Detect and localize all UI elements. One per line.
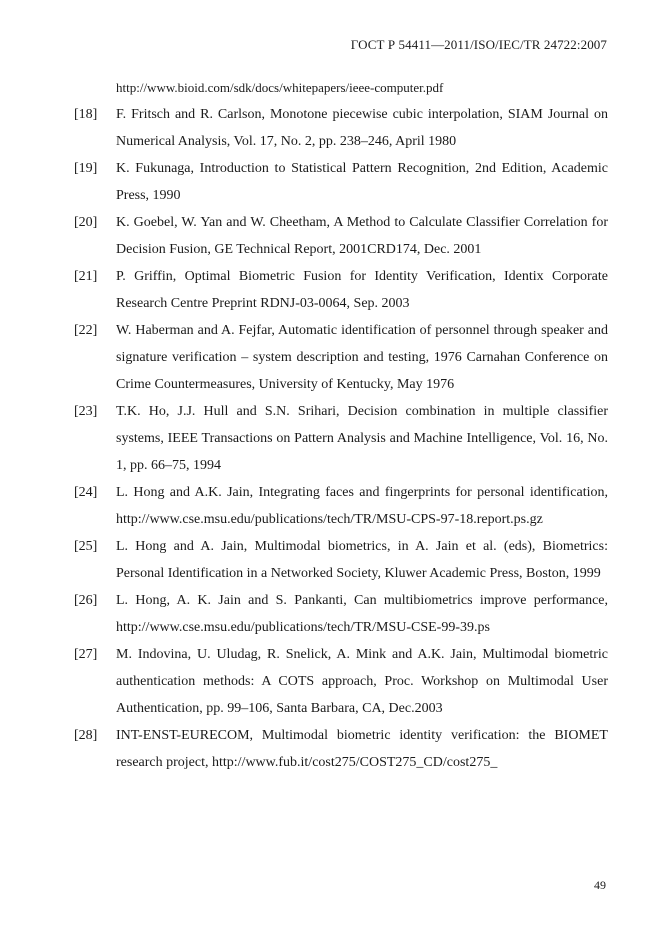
reference-item	[74, 533, 608, 587]
reference-text: L. Hong, A. K. Jain and S. Pankanti, Can multibiometrics improve performance, http://www.cse.msu.edu/publications/tech/TR/MSU-CSE-99-39.ps	[116, 593, 608, 635]
reference-text: L. Hong and A.K. Jain, Integrating faces and fingerprints for personal identification, http://www.cse.msu.edu/publications/tech/TR/MSU-CPS-97-18.report.ps.gz	[116, 485, 608, 527]
reference-continuation: http://www.bioid.com/sdk/docs/whitepapers/ieee-computer.pdf	[116, 80, 444, 95]
reference-number: [20]	[74, 215, 98, 230]
reference-number: [25]	[74, 539, 98, 554]
reference-number: [18]	[74, 107, 98, 122]
reference-item	[74, 587, 608, 641]
reference-text: W. Haberman and A. Fejfar, Automatic identification of personnel through speaker and signature verification – system description and testing, 1976 Carnahan Conference on Crime Countermeasures, University of Kentucky, May 1976	[116, 323, 608, 392]
reference-number: [19]	[74, 161, 98, 176]
page-number: 49	[594, 878, 606, 892]
reference-number: [26]	[74, 593, 98, 608]
reference-text: M. Indovina, U. Uludag, R. Snelick, A. Mink and A.K. Jain, Multimodal biometric authentication methods: A COTS approach, Proc. Workshop on Multimodal User Authentication, pp. 99–106, Santa Barbara, CA, Dec.2003	[116, 647, 608, 716]
reference-number: [22]	[74, 323, 98, 338]
reference-number: [28]	[74, 728, 98, 743]
reference-text: K. Goebel, W. Yan and W. Cheetham, A Method to Calculate Classifier Correlation for Decision Fusion, GE Technical Report, 2001CRD174, Dec. 2001	[116, 215, 608, 257]
reference-list	[74, 74, 608, 776]
reference-number: [24]	[74, 485, 98, 500]
reference-text: F. Fritsch and R. Carlson, Monotone piecewise cubic interpolation, SIAM Journal on Numerical Analysis, Vol. 17, No. 2, pp. 238–246, April 1980	[116, 107, 608, 149]
reference-text: L. Hong and A. Jain, Multimodal biometrics, in A. Jain et al. (eds), Biometrics: Personal Identification in a Networked Society, Kluwer Academic Press, Boston, 1999	[116, 539, 608, 581]
reference-item	[74, 479, 608, 533]
reference-text: T.K. Ho, J.J. Hull and S.N. Srihari, Decision combination in multiple classifier systems, IEEE Transactions on Pattern Analysis and Machine Intelligence, Vol. 16, No. 1, pp. 66–75, 1994	[116, 404, 608, 473]
reference-item	[74, 317, 608, 398]
reference-item	[74, 101, 608, 155]
reference-number: [23]	[74, 404, 98, 419]
reference-item	[74, 263, 608, 317]
reference-number: [21]	[74, 269, 98, 284]
reference-item	[74, 722, 608, 776]
reference-item	[74, 155, 608, 209]
reference-item	[74, 398, 608, 479]
reference-text: INT-ENST-EURECOM, Multimodal biometric identity verification: the BIOMET research project, http://www.fub.it/cost275/COST275_CD/cost275_	[116, 728, 608, 770]
reference-text: K. Fukunaga, Introduction to Statistical Pattern Recognition, 2nd Edition, Academic Press, 1990	[116, 161, 608, 203]
reference-number: [27]	[74, 647, 98, 662]
page-header-standard: ГОСТ Р 54411—2011/ISO/IEC/TR 24722:2007	[350, 37, 607, 52]
reference-text: P. Griffin, Optimal Biometric Fusion for Identity Verification, Identix Corporate Research Centre Preprint RDNJ-03-0064, Sep. 2003	[116, 269, 608, 311]
reference-item	[74, 641, 608, 722]
reference-item	[74, 209, 608, 263]
